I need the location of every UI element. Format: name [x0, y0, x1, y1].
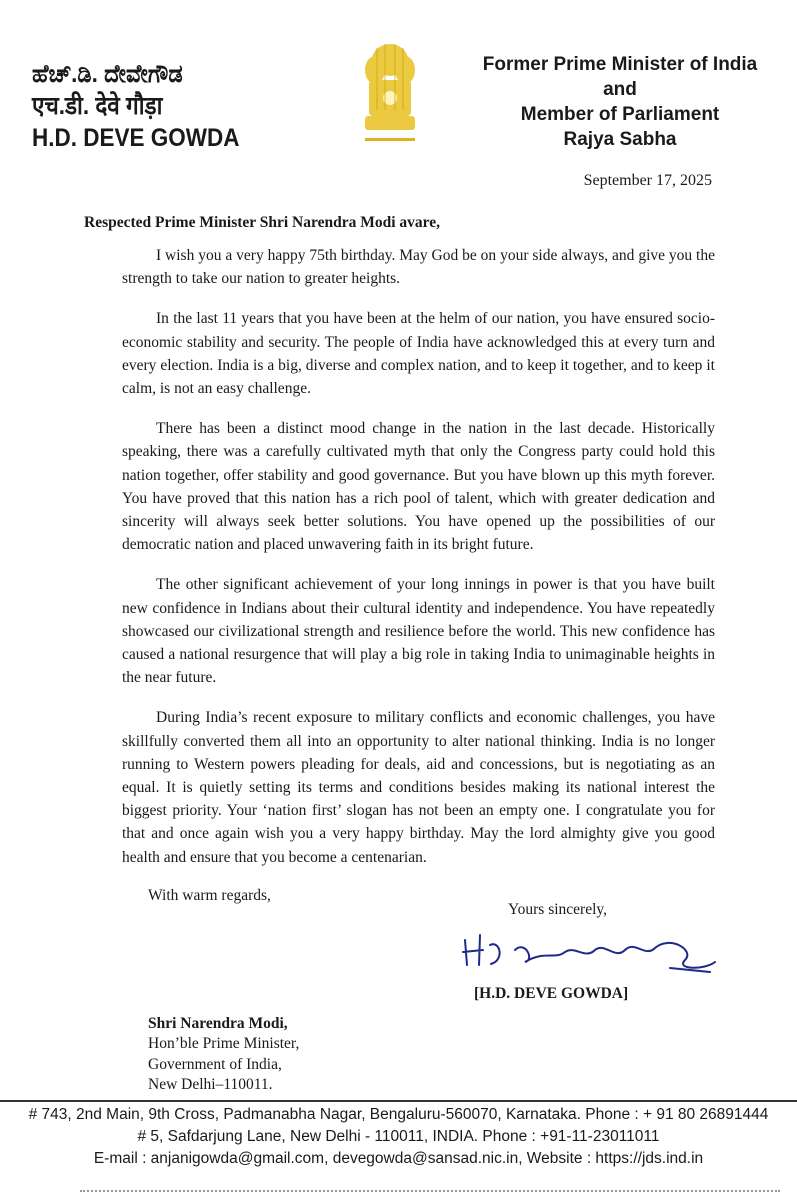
- signatory-name: [H.D. DEVE GOWDA]: [474, 984, 629, 1002]
- letter-body: [122, 244, 715, 869]
- closing-section: [84, 886, 715, 1094]
- footer-line: # 743, 2nd Main, 9th Cross, Padmanabha Nagar, Bengaluru-560070, Karnataka. Phone : + 91 80 26891444: [28, 1106, 769, 1123]
- letter-date: September 17, 2025: [583, 172, 712, 189]
- paragraph: I wish you a very happy 75th birthday. May God be on your side always, and give you the strength to take our nation to greater heights.: [122, 247, 715, 288]
- designation-line: Member of Parliament: [520, 104, 720, 125]
- paragraph: In the last 11 years that you have been at the helm of our nation, you have ensured socio-economic stability and security. The people of India have acknowledged this at every turn and every election. India is a big, diverse and complex nation, and to keep it together, and to keep it calm, is not an easy challenge.: [122, 310, 715, 398]
- footer-divider: [0, 1100, 797, 1102]
- paragraph: There has been a distinct mood change in the nation in the last decade. Historically speaking, there was a carefully cultivated myth that only the Congress party could hold this nation together, offer stability and good governance. But you have blown up this myth forever. You have proved that this nation has a rich pool of talent, which with greater dedication and sincerity will always seek better solutions. You have opened up the possibilities of our democratic nation and placed unwavering faith in its bright future.: [122, 420, 715, 554]
- designation-block: [470, 52, 770, 152]
- recipient-name: Shri Narendra Modi,: [148, 1014, 288, 1032]
- recipient-line: Government of India,: [148, 1055, 282, 1073]
- paragraph: The other significant achievement of your long innings in power is that you have built new confidence in Indians about their cultural identity and independence. You have repeatedly showcased our civilizational strength and resilience before the world. This new confidence has caused a national resurgence that will play a big role in taking India to unimaginable heights in the near future.: [122, 576, 715, 687]
- name-english: H.D. DEVE GOWDA: [32, 124, 240, 152]
- designation-line: Former Prime Minister of India: [482, 54, 758, 75]
- name-kannada: ಹೆಚ್.ಡಿ. ದೇವೇಗೌಡ: [32, 60, 183, 88]
- footer-contact: [0, 1104, 797, 1170]
- salutation: Respected Prime Minister Shri Narendra Modi avare,: [84, 214, 441, 231]
- paragraph: During India’s recent exposure to military conflicts and economic challenges, you have skillfully converted them all into an opportunity to alter national thinking. India is no longer running to Western powers pleading for deals, aid and concessions, but is negotiating as an equal. It is quietly setting its terms and conditions besides making its national interest the biggest priority. Your ‘nation first’ slogan has not been an empty one. I congratulate you for that and once again wish you a very happy birthday. May the lord almighty give you good health and ensure that you become a centenarian.: [122, 709, 715, 866]
- letter-content: [84, 212, 715, 1094]
- recipient-address: [148, 1014, 299, 1096]
- footer-line: E-mail : anjanigowda@gmail.com, devegowda@sansad.nic.in, Website : https://jds.ind.in: [93, 1150, 704, 1167]
- designation-line: Rajya Sabha: [563, 129, 677, 150]
- bleed-through-text: [80, 1190, 780, 1202]
- letterhead-name: [32, 58, 240, 154]
- footer-line: # 5, Safdarjung Lane, New Delhi - 110011, INDIA. Phone : +91-11-23011011: [137, 1128, 660, 1145]
- recipient-line: New Delhi–110011.: [148, 1076, 273, 1094]
- designation-line: and: [603, 79, 637, 100]
- recipient-line: Hon’ble Prime Minister,: [148, 1035, 300, 1053]
- name-hindi: एच.डी. देवे गौड़ा: [32, 92, 163, 120]
- national-emblem-icon: [355, 40, 425, 150]
- signature: [455, 922, 725, 978]
- closing-regards: With warm regards,: [148, 886, 271, 904]
- closing-sincerely: Yours sincerely,: [508, 900, 608, 918]
